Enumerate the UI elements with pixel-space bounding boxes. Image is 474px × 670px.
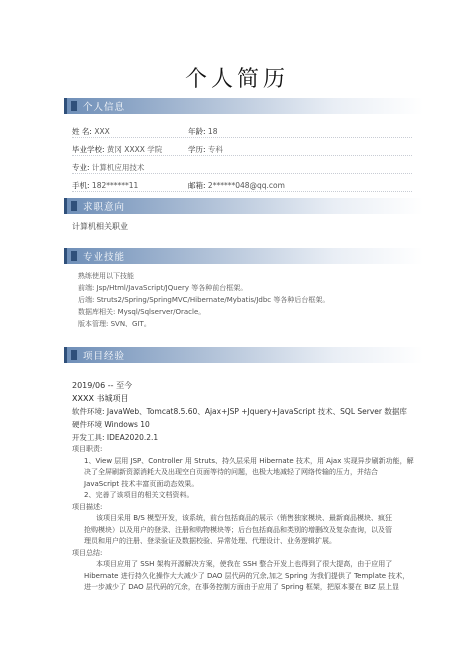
duty-line: JavaScript 技术丰富页面动态效果。 (84, 479, 199, 488)
section-header-projects (64, 347, 423, 363)
skills-backend: 后端: Struts2/Spring/SpringMVC/Hibernate/Mybatis/Jdbc 等各种后台框架。 (78, 296, 330, 304)
age-value: 18 (207, 127, 218, 136)
edu-value: 专科 (207, 145, 223, 154)
desc-line: 理员和用户的注册、登录验证及数据校验、异常处理、代理设计、业务逻辑扩展。 (84, 537, 336, 545)
page-title: 个人简历 (184, 67, 289, 92)
hw-label: 硬件环境 (72, 420, 102, 429)
env-value: JavaWeb、Tomcat8.5.60、Ajax+JSP +Jquery+JavaScript 技术、SQL Server 数据库 (106, 407, 407, 416)
section-marker-icon (71, 101, 77, 111)
project-date: 2019/06 -- 至今 (72, 381, 133, 390)
info-row-name-age (72, 124, 412, 138)
project-hardware (72, 419, 150, 430)
email-value[interactable]: 2******048@qq.com (207, 181, 285, 190)
name-label: 姓 名: (72, 127, 92, 136)
summary-label: 项目总结: (72, 548, 103, 557)
skills-vcs: 版本管理: SVN、GIT。 (78, 320, 151, 328)
phone-label: 手机: (72, 181, 90, 190)
info-row-phone-email (72, 178, 412, 192)
major-label: 专业: (72, 163, 90, 172)
summary-line: 本项目应用了 SSH 架构开源解决方案，使我在 SSH 整合开发上也得到了很大提高，由于应用了 (96, 560, 393, 568)
email-label: 邮箱: (188, 181, 206, 190)
duty-line: 决了全屏刷新资源消耗大及出现空白页面等待的问题，也极大地减轻了网络传输的压力，并结合 (84, 468, 378, 476)
school-label: 毕业学校: (72, 145, 105, 154)
skills-intro: 熟练使用以下技能 (78, 272, 134, 280)
name-value: XXX (94, 127, 110, 136)
section-header-skills (64, 248, 423, 264)
tool-label: 开发工具: (72, 433, 105, 442)
summary-line: Hibernate 进行持久化操作大大减少了 DAO 层代码的冗余,加之 Spring 为我们提供了 Template 技术， (84, 571, 410, 580)
duty-line: 1、View 层用 JSP、Controller 用 Struts、持久层采用 Hibernate 技术，用 Ajax 实现异步刷新功能，解 (84, 456, 414, 465)
desc-line: 抢购模块）以及用户的登录、注册和购物模块等；后台包括商品和类别的增删改及复杂查询，以及管 (84, 525, 392, 534)
project-tool (72, 432, 158, 443)
school-value: 黄冈 XXXX 学院 (106, 145, 163, 154)
duty-line: 2、完善了该项目的相关文档资料。 (84, 491, 194, 499)
section-title: 个人信息 (83, 102, 126, 113)
tool-value: IDEA2020.2.1 (106, 433, 159, 442)
desc-label: 项目描述: (72, 502, 103, 511)
info-row-major (72, 160, 412, 174)
section-title: 项目经验 (83, 351, 126, 362)
hw-value: Windows 10 (104, 420, 150, 429)
phone-value: 182******11 (91, 181, 139, 190)
desc-line: 该项目采用 B/S 模型开发，该系统，前台包括商品的展示（销售独家模块、最新商品模块、疯狂 (96, 514, 393, 522)
env-label: 软件环境: (72, 407, 105, 416)
project-env (72, 406, 407, 417)
duty-label: 项目职责: (72, 445, 103, 453)
edu-label: 学历: (188, 145, 206, 154)
skills-frontend: 前端: Jsp/Html/JavaScript/JQuery 等各种前台框架。 (78, 284, 248, 292)
section-marker-icon (71, 251, 77, 261)
intention-value: 计算机相关职业 (72, 222, 128, 231)
project-duty-block (72, 444, 418, 594)
section-marker-icon (71, 201, 77, 211)
section-header-intention (64, 198, 423, 214)
section-header-personal (64, 98, 423, 114)
info-row-school-edu (72, 142, 412, 156)
section-title: 专业技能 (83, 252, 126, 263)
section-marker-icon (71, 350, 77, 360)
skills-database: 数据库相关: Mysql/Sqlserver/Oracle。 (78, 308, 206, 316)
section-title: 求职意向 (83, 202, 126, 213)
major-value: 计算机应用技术 (91, 163, 145, 172)
age-label: 年龄: (188, 127, 206, 136)
project-name: XXXX 书城项目 (72, 394, 129, 403)
summary-line: 进一步减少了 DAO 层代码的冗余，在事务控制方面由于应用了 Spring 框架，把原本要在 BIZ 层上显 (84, 583, 400, 591)
